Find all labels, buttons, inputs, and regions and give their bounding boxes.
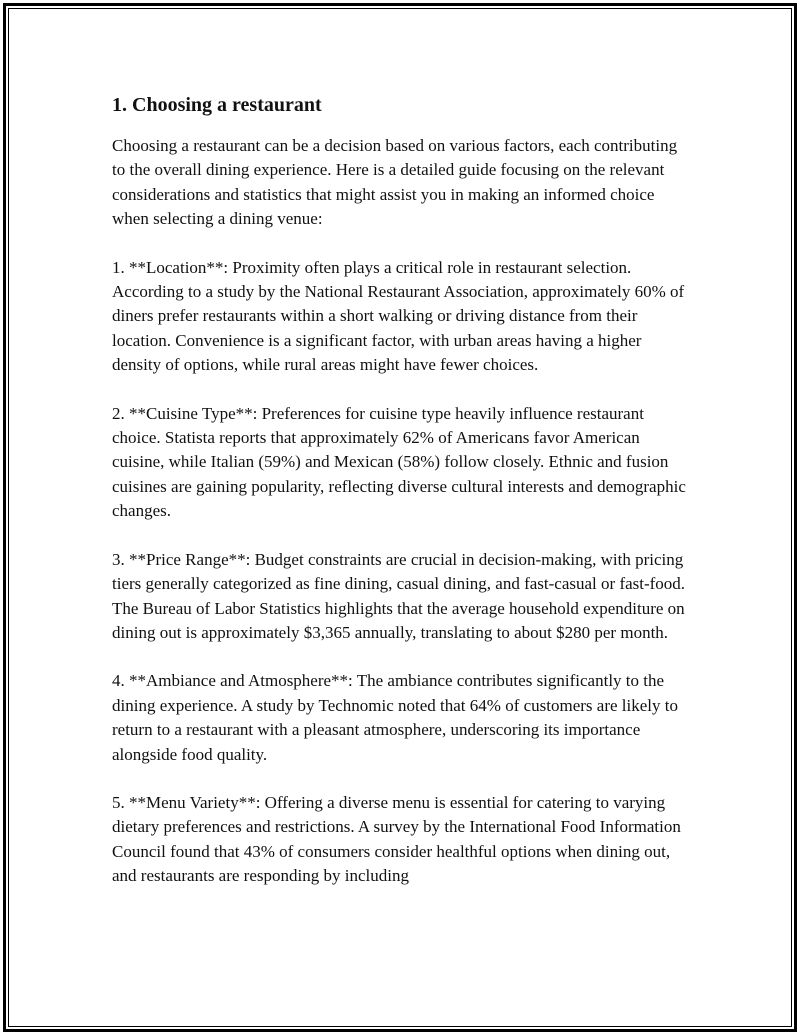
location-paragraph: 1. **Location**: Proximity often plays a critical role in restaurant selection. According to a study by the National Restaurant Association, approximately 60% of diners prefer restaurants within a short walking or driving distance from their location. Convenience is a significant factor, with urban areas having a higher density of options, while rural areas might have fewer choices.	[112, 257, 685, 375]
intro-paragraph: Choosing a restaurant can be a decision based on various factors, each contributing to the overall dining experience. Here is a detailed guide focusing on the relevant considerations and statistics that might assist you in making an informed choice when selecting a dining venue:	[112, 136, 678, 229]
section-title: 1. Choosing a restaurant	[112, 94, 322, 116]
ambiance-paragraph: 4. **Ambiance and Atmosphere**: The ambiance contributes significantly to the dining experience. A study by Technomic noted that 64% of customers are likely to return to a restaurant with a pleasant atmosphere, underscoring its importance alongside food quality.	[112, 671, 678, 764]
document-body	[112, 93, 692, 913]
price-range-paragraph: 3. **Price Range**: Budget constraints are crucial in decision-making, with pricing tiers generally categorized as fine dining, casual dining, and fast-casual or fast-food. The Bureau of Labor Statistics highlights that the average household expenditure on dining out is approximately $3,365 annually, translating to about $280 per month.	[112, 549, 686, 642]
menu-variety-paragraph: 5. **Menu Variety**: Offering a diverse menu is essential for catering to varying dietary preferences and restrictions. A survey by the International Food Information Council found that 43% of consumers consider healthful options when dining out, and restaurants are responding by including	[112, 792, 681, 886]
cuisine-type-paragraph: 2. **Cuisine Type**: Preferences for cuisine type heavily influence restaurant choice. Statista reports that approximately 62% of Americans favor American cuisine, while Italian (59%) and Mexican (58%) follow closely. Ethnic and fusion cuisines are gaining popularity, reflecting diverse cultural interests and demographic changes.	[112, 403, 686, 521]
